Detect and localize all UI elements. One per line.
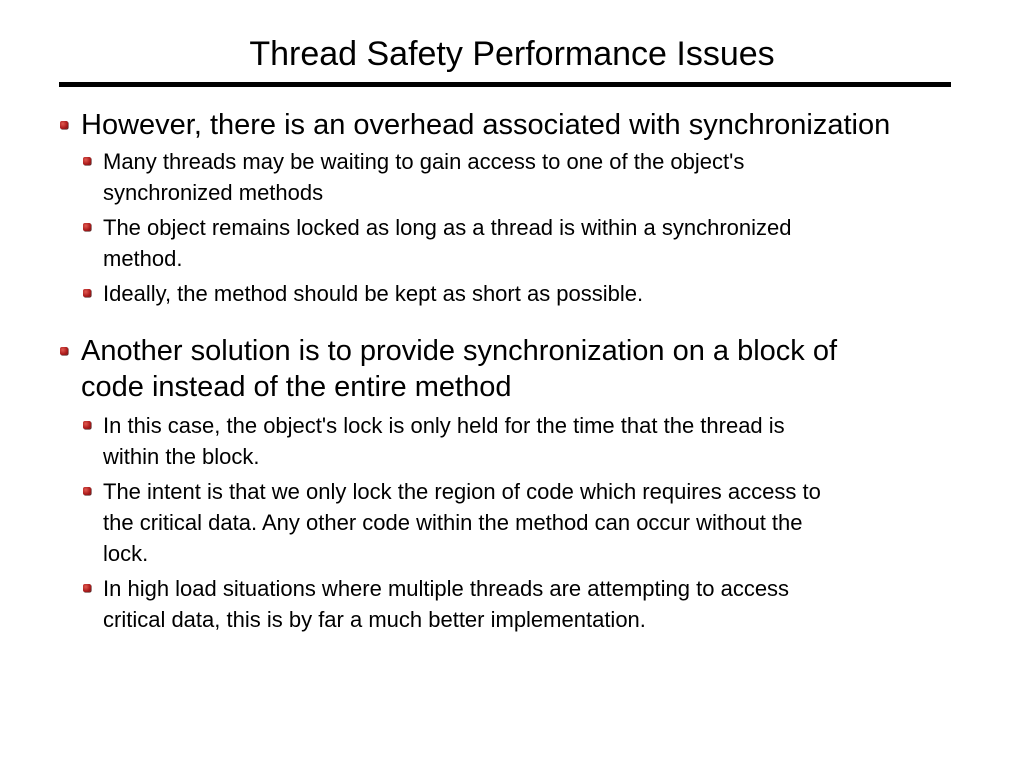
- bullet-icon: [83, 157, 91, 165]
- title-divider: [59, 82, 951, 87]
- bullet-icon: [60, 347, 68, 355]
- bullet-icon: [83, 421, 91, 429]
- sub-bullet-text: method.: [103, 246, 183, 271]
- bullet-icon: [83, 487, 91, 495]
- sub-bullet-text: The object remains locked as long as a thread is within a synchronized: [103, 215, 792, 240]
- sub-bullet-high-load: [103, 573, 789, 635]
- bullet-icon: [83, 289, 91, 297]
- sub-bullet-text: synchronized methods: [103, 180, 324, 205]
- sub-bullet-text: In this case, the object's lock is only held for the time that the thread is: [103, 413, 785, 438]
- sub-bullet-text: critical data, this is by far a much better implementation.: [103, 607, 646, 632]
- sub-bullet-text: within the block.: [103, 444, 260, 469]
- sub-bullet-text: the critical data. Any other code within the method can occur without the: [103, 510, 803, 535]
- bullet-icon: [83, 584, 91, 592]
- sub-bullet-text: The intent is that we only lock the region of code which requires access to: [103, 479, 821, 504]
- bullet-icon: [83, 223, 91, 231]
- sub-bullet-text: Many threads may be waiting to gain access to one of the object's: [103, 149, 745, 174]
- sub-bullet-text: In high load situations where multiple threads are attempting to access: [103, 576, 790, 601]
- sub-bullet-text: lock.: [103, 541, 149, 566]
- sub-bullet-lock-held: [103, 410, 785, 472]
- bullet-text: Another solution is to provide synchronization on a block of: [81, 335, 838, 367]
- bullet-text: code instead of the entire method: [81, 371, 512, 403]
- bullet-text: However, there is an overhead associated with synchronization: [81, 109, 891, 141]
- sub-bullet-keep-short: [103, 278, 643, 309]
- bullet-icon: [60, 121, 68, 129]
- sub-bullet-text: Ideally, the method should be kept as short as possible.: [103, 281, 644, 306]
- sub-bullet-lock-region: [103, 476, 821, 569]
- slide-title: Thread Safety Performance Issues: [249, 35, 775, 73]
- bullet-block-synchronization: [81, 333, 837, 405]
- bullet-overhead: [81, 107, 890, 143]
- sub-bullet-object-locked: [103, 212, 791, 274]
- sub-bullet-waiting-threads: [103, 146, 744, 208]
